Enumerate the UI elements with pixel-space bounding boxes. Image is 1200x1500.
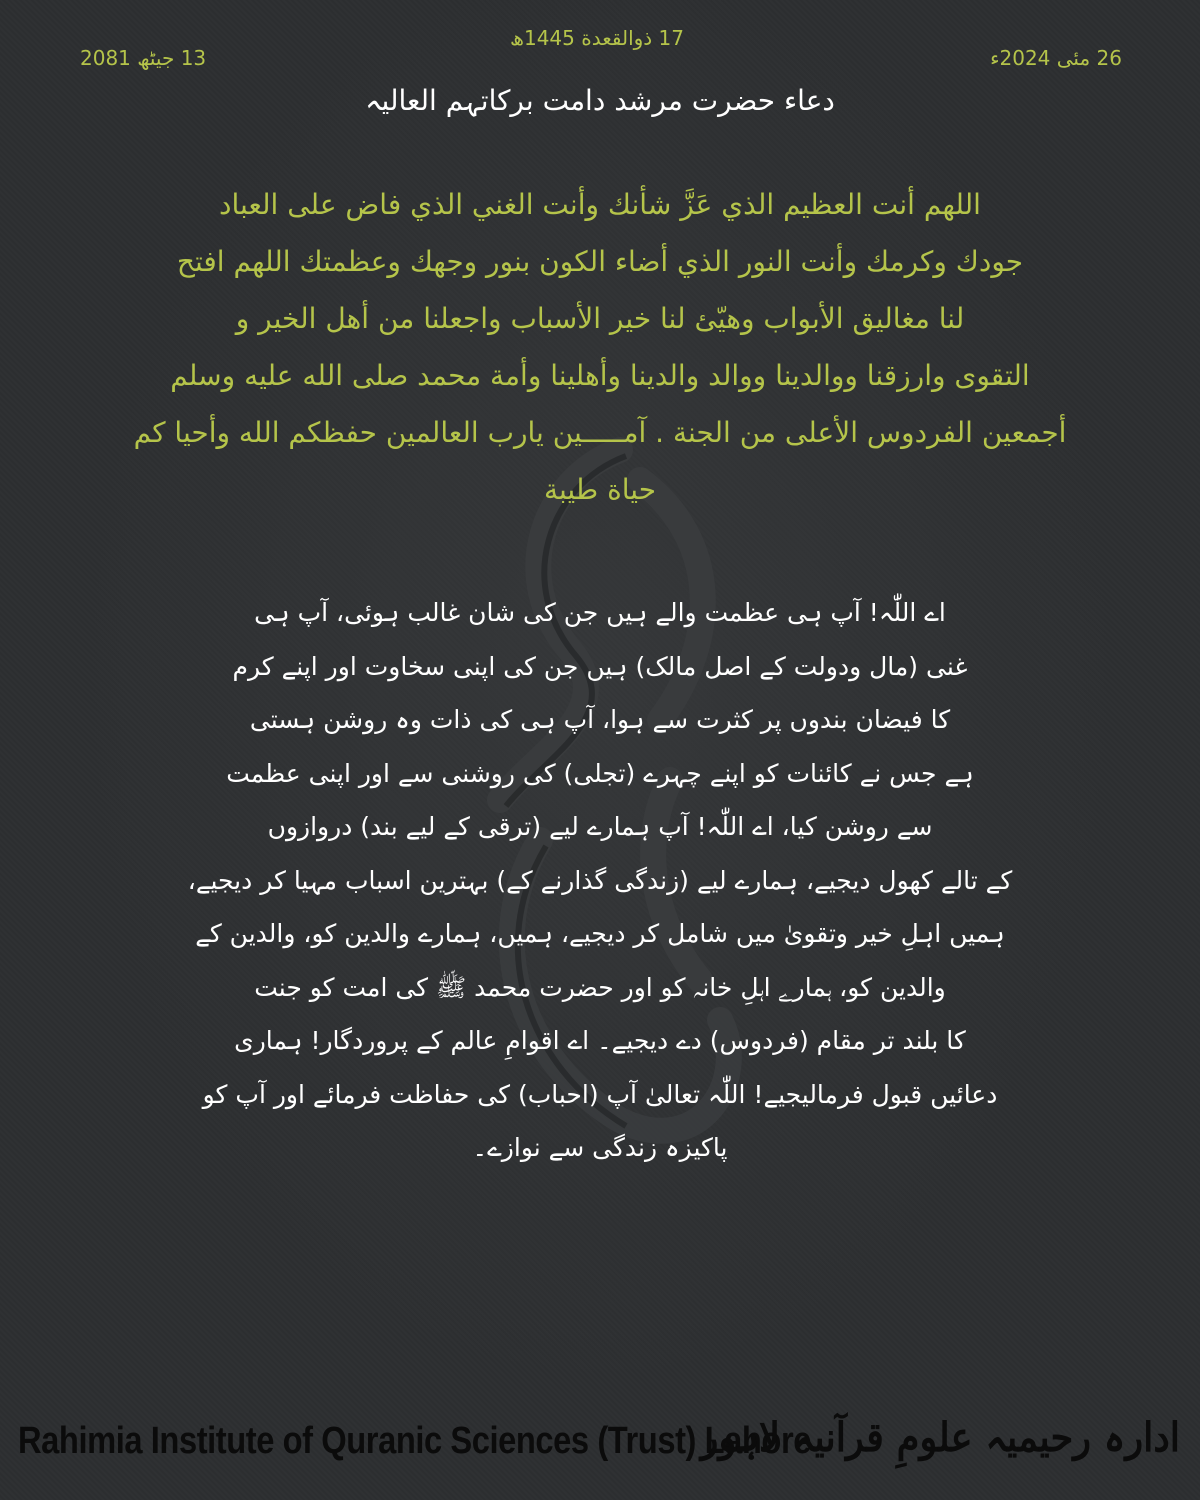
urdu-line: سے روشن کیا، اے اللّٰہ! آپ ہمارے لیے (ترقی کے لیے بند) دروازوں — [267, 812, 933, 841]
arabic-line: جودك وكرمك وأنت النور الذي أضاء الكون بنور وجهك وعظمتك اللهم افتح — [176, 245, 1024, 278]
arabic-line: لنا مغاليق الأبواب وهيّئ لنا خير الأسباب واجعلنا من أهل الخير و — [235, 302, 965, 335]
urdu-line: غنی (مال ودولت کے اصل مالک) ہیں جن کی اپنی سخاوت اور اپنے کرم — [232, 651, 968, 681]
urdu-line: کا فیضان بندوں پر کثرت سے ہوا، آپ ہی کی ذات وہ روشن ہستی — [249, 705, 951, 734]
urdu-line: والدین کو، ہمارے اہلِ خانہ کو اور حضرت محمد ﷺ کی امت کو جنت — [254, 972, 946, 1002]
urdu-line: پاکیزہ زندگی سے نوازے۔ — [472, 1133, 728, 1162]
date-hijri: 17 ذوالقعدة 1445ھ — [510, 26, 684, 50]
arabic-line: حياة طيبة — [543, 473, 657, 506]
urdu-line: کا بلند تر مقام (فردوس) دے دیجیے۔ اے اقوامِ عالم کے پروردگار! ہماری — [234, 1026, 966, 1055]
date-bikrami: 13 جیٹھ 2081 — [80, 46, 207, 70]
institute-name-urdu-logo: ادارہ رحیمیہ علومِ قرآنیہ لاہور — [700, 1414, 1180, 1461]
page-title: دعاء حضرت مرشد دامت برکاتہم العالیہ — [365, 84, 835, 117]
urdu-line: ہمیں اہلِ خیر وتقویٰ میں شامل کر دیجیے، ہمیں، ہمارے والدین کو، والدین کے — [195, 919, 1005, 948]
urdu-line: اے اللّٰہ! آپ ہی عظمت والے ہیں جن کی شان غالب ہوئی، آپ ہی — [254, 598, 946, 627]
arabic-line: التقوى وارزقنا ووالدينا ووالد والدينا وأهلينا وأمة محمد صلى الله عليه وسلم — [170, 359, 1030, 392]
urdu-line: کے تالے کھول دیجیے، ہمارے لیے (زندگی گذارنے کے) بہترین اسباب مہیا کر دیجیے، — [187, 865, 1013, 895]
arabic-prayer — [100, 176, 1100, 518]
arabic-line: اللهم أنت العظيم الذي عَزَّ شأنك وأنت الغني الذي فاض على العباد — [219, 188, 981, 221]
institute-name-english: Rahimia Institute of Quranic Sciences (Trust) Lahore — [18, 1420, 812, 1462]
arabic-line: أجمعين الفردوس الأعلى من الجنة . آمـــــين يارب العالمين حفظكم الله وأحيا كم — [133, 416, 1067, 449]
urdu-line: دعائیں قبول فرمالیجیے! اللّٰہ تعالیٰ آپ (احباب) کی حفاظت فرمائے اور آپ کو — [202, 1079, 998, 1109]
date-gregorian: 26 مئی 2024ء — [990, 46, 1122, 70]
urdu-translation — [150, 586, 1050, 1175]
urdu-line: ہے جس نے کائنات کو اپنے چہرے (تجلی) کی روشنی سے اور اپنی عظمت — [226, 758, 974, 788]
footer — [0, 1400, 1200, 1500]
